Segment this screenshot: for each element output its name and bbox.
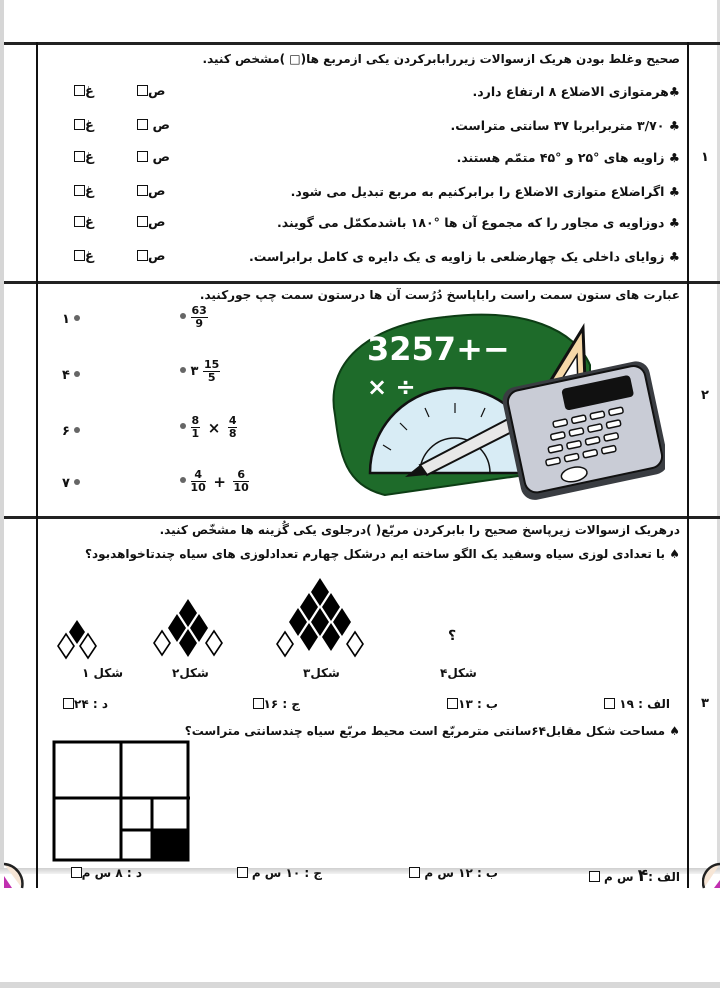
- math-clipart-image: [325, 305, 665, 510]
- false-label: غ: [85, 249, 94, 264]
- q3a-question: ♠ با تعدادی لوزی سیاه وسفید یک الگو ساخته ایم درشکل چهارم تعدادلوزی های سیاه چندتاخواهدبود؟: [85, 547, 680, 561]
- connector-dot-icon[interactable]: [180, 477, 186, 483]
- false-checkbox[interactable]: [74, 119, 85, 130]
- option-a[interactable]: الف : ۱۹: [604, 697, 670, 711]
- shape-label-4: شکل۴: [440, 666, 477, 680]
- question-number-1: ۱: [701, 150, 709, 165]
- fraction: $\frac{4}{10}$: [190, 468, 206, 494]
- shape-3-diamonds: [272, 576, 368, 664]
- option-checkbox[interactable]: [253, 698, 264, 709]
- decorative-arc-left-icon: [4, 860, 26, 890]
- true-checkbox[interactable]: [137, 185, 148, 196]
- fraction: $\frac{8}{1}$: [191, 414, 200, 440]
- next-page-edge: [0, 982, 720, 988]
- page-edge-left: [0, 0, 4, 870]
- false-label: غ: [85, 84, 94, 99]
- table-left-border: [36, 42, 38, 888]
- expression-item[interactable]: [180, 359, 220, 384]
- connector-dot-icon[interactable]: [180, 367, 186, 373]
- fraction: $\frac{4}{8}$: [228, 414, 237, 440]
- option-checkbox[interactable]: [63, 698, 74, 709]
- option-checkbox[interactable]: [604, 698, 615, 709]
- q1-statement: ♣ دوزاویه ی مجاور را که مجموع آن ها °۱۸۰ باشدمکمّل می گویند.: [276, 215, 680, 230]
- answer-item[interactable]: ۷: [62, 476, 80, 491]
- row-divider-1: [4, 281, 720, 284]
- connector-dot-icon[interactable]: [74, 427, 80, 433]
- q1-statement: ♣ زاویه های °۲۵ و °۴۵ متمّم هستند.: [456, 150, 680, 165]
- true-checkbox[interactable]: [137, 85, 148, 96]
- false-checkbox[interactable]: [74, 185, 85, 196]
- number-column-border: [687, 42, 689, 888]
- connector-dot-icon[interactable]: [74, 371, 80, 377]
- q1-statement: ♣ ۳/۷۰ متربرابربا ۳۷ سانتی متراست.: [450, 118, 680, 133]
- table-top-border: [4, 42, 720, 45]
- false-checkbox[interactable]: [74, 151, 85, 162]
- true-label: ص: [152, 150, 171, 165]
- true-label: ص: [148, 184, 166, 199]
- false-label: غ: [85, 184, 94, 199]
- option-checkbox[interactable]: [71, 867, 82, 878]
- shape-label-1: شکل ۱: [82, 666, 123, 680]
- shape-label-3: شکل۳: [303, 666, 340, 680]
- expression-item[interactable]: [180, 305, 208, 330]
- fraction: $\frac{6}{10}$: [233, 468, 249, 494]
- q1-statement: ♣هرمتوازی الاضلاع ۸ ارتفاع دارد.: [472, 84, 680, 99]
- connector-dot-icon[interactable]: [74, 315, 80, 321]
- q1-instruction: صحیح وغلط بودن هریک ازسوالات زیررابابرکردن یکی ازمربع ها(□ )مشخص کنید.: [202, 52, 680, 66]
- true-label: ص: [148, 84, 166, 99]
- question-number-2: ۲: [701, 388, 709, 403]
- option-d[interactable]: د : ۸ س م: [71, 866, 142, 880]
- true-label: ص: [148, 215, 166, 230]
- true-checkbox[interactable]: [137, 250, 148, 261]
- question-number-3: ۳: [701, 696, 709, 711]
- false-checkbox[interactable]: [74, 216, 85, 227]
- connector-dot-icon[interactable]: [180, 313, 186, 319]
- connector-dot-icon[interactable]: [180, 423, 186, 429]
- shape-4-unknown: ؟: [448, 628, 457, 644]
- shape-2-diamonds: [148, 597, 228, 663]
- option-d[interactable]: د : ۲۴: [63, 697, 108, 711]
- option-checkbox[interactable]: [237, 867, 248, 878]
- false-label: غ: [85, 118, 94, 133]
- answer-item[interactable]: ۶: [62, 424, 80, 439]
- square-grid-figure: [52, 740, 192, 864]
- answer-item[interactable]: ۴: [62, 368, 80, 383]
- q2-instruction: عبارت های ستون سمت راست راباپاسخ دُرُست آن ها درستون سمت چپ جورکنید.: [199, 288, 680, 302]
- q1-statement: ♣ زوایای داخلی یک چهارضلعی با زاویه ی یک دایره ی کامل برابراست.: [248, 249, 680, 264]
- svg-text:× ÷: × ÷: [367, 373, 416, 401]
- mixed-whole: ۳: [190, 364, 199, 379]
- true-label: ص: [148, 249, 166, 264]
- option-checkbox[interactable]: [447, 698, 458, 709]
- board-digits: 3257+−: [367, 330, 510, 368]
- decorative-arc-right-icon: [702, 862, 720, 890]
- connector-dot-icon[interactable]: [74, 479, 80, 485]
- option-c[interactable]: ج : ۱۰ س م: [237, 866, 322, 880]
- plus-operator: +: [213, 472, 226, 491]
- answer-item[interactable]: ۱: [62, 312, 80, 327]
- q1-statement: ♣ اگراضلاع متوازی الاضلاع را برابرکنیم به مربع تبدیل می شود.: [290, 184, 680, 199]
- false-checkbox[interactable]: [74, 250, 85, 261]
- q3-instruction: درهریک ازسوالات زیرپاسخ صحیح را بابرکردن مربّع( )درجلوی یکی گُزینه ها مشخّص کنید.: [159, 523, 680, 537]
- option-checkbox[interactable]: [589, 871, 600, 882]
- false-label: غ: [85, 215, 94, 230]
- option-b[interactable]: ب : ۱۳: [447, 697, 498, 711]
- option-b[interactable]: ب : ۱۲ س م: [409, 866, 498, 880]
- true-checkbox[interactable]: [137, 119, 148, 130]
- q3b-question: ♠ مساحت شکل مقابل۶۴سانتی مترمربّع است محیط مربّع سیاه چندسانتی متراست؟: [184, 724, 680, 738]
- option-c[interactable]: ج : ۱۶: [253, 697, 300, 711]
- true-checkbox[interactable]: [137, 216, 148, 227]
- false-checkbox[interactable]: [74, 85, 85, 96]
- option-a[interactable]: الف :۴ س م: [589, 866, 680, 886]
- shape-1-diamonds: [52, 618, 102, 663]
- row-divider-2: [4, 516, 720, 519]
- expression-item[interactable]: [180, 469, 249, 494]
- false-label: غ: [85, 150, 94, 165]
- true-label: ص: [152, 118, 171, 133]
- shape-label-2: شکل۲: [172, 666, 209, 680]
- option-checkbox[interactable]: [409, 867, 420, 878]
- fraction: $\frac{63}{9}$: [191, 304, 207, 330]
- expression-item[interactable]: [180, 415, 237, 440]
- fraction: $\frac{15}{5}$: [204, 358, 220, 384]
- multiply-operator: ×: [207, 418, 221, 437]
- true-checkbox[interactable]: [137, 151, 148, 162]
